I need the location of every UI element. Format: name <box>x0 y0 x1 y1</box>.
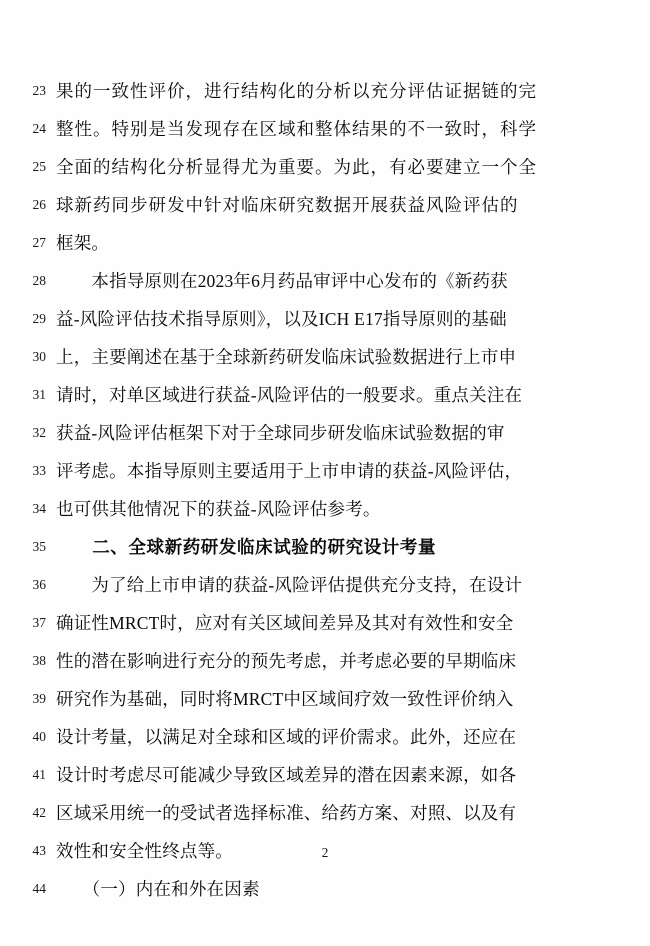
document-line <box>0 262 650 300</box>
document-line <box>0 414 650 452</box>
line-number: 25 <box>32 159 46 174</box>
line-text: 性的潜在影响进行充分的预先考虑，并考虑必要的早期临床 <box>56 651 517 671</box>
line-number: 23 <box>32 83 46 98</box>
line-number: 28 <box>32 273 46 288</box>
document-line <box>0 300 650 338</box>
line-number: 31 <box>32 387 46 402</box>
line-number: 26 <box>32 197 46 212</box>
line-number: 44 <box>32 881 46 896</box>
document-line <box>0 376 650 414</box>
line-text: 请时，对单区域进行获益-风险评估的一般要求。重点关注在 <box>56 385 523 405</box>
document-line <box>0 908 650 946</box>
document-line <box>0 718 650 756</box>
line-number: 40 <box>32 729 46 744</box>
document-line <box>0 756 650 794</box>
line-text: 区域采用统一的受试者选择标准、给药方案、对照、以及有 <box>56 803 517 823</box>
line-text: 评考虑。本指导原则主要适用于上市申请的获益-风险评估， <box>56 461 523 481</box>
line-number: 27 <box>32 235 46 250</box>
document-line <box>0 186 650 224</box>
line-text: 球新药同步研发中针对临床研究数据开展获益风险评估的 <box>56 195 519 215</box>
document-line <box>0 72 650 110</box>
document-line <box>0 794 650 832</box>
section-heading: 二、全球新药研发临床试验的研究设计考量 <box>56 537 437 557</box>
line-number: 42 <box>32 805 46 820</box>
document-line <box>0 110 650 148</box>
line-text: 上，主要阐述在基于全球新药研发临床试验数据进行上市申 <box>56 347 517 367</box>
line-text: 本指导原则在2023年6月药品审评中心发布的《新药获 <box>56 271 508 291</box>
line-text: 全面的结构化分析显得尤为重要。为此，有必要建立一个全 <box>56 157 537 177</box>
line-text: 获益-风险评估框架下对于全球同步研发临床试验数据的审 <box>56 423 505 443</box>
document-line <box>0 490 650 528</box>
line-text: 益-风险评估技术指导原则》，以及ICH E17指导原则的基础 <box>56 309 507 329</box>
document-line <box>0 528 650 566</box>
line-number: 36 <box>32 577 46 592</box>
line-text: 果的一致性评价，进行结构化的分析以充分评估证据链的完 <box>56 81 537 101</box>
line-number: 24 <box>32 121 46 136</box>
line-number: 35 <box>32 539 46 554</box>
line-text: 整性。特别是当发现存在区域和整体结果的不一致时，科学 <box>56 119 537 139</box>
line-text: （一）内在和外在因素 <box>56 879 260 899</box>
document-line <box>0 566 650 604</box>
document-line <box>0 870 650 908</box>
line-text: 为了给上市申请的获益-风险评估提供充分支持，在设计 <box>56 575 523 595</box>
document-line <box>0 338 650 376</box>
document-line <box>0 452 650 490</box>
line-text: 框架。 <box>56 233 110 253</box>
line-text: 确证性MRCT时，应对有关区域间差异及其对有效性和安全 <box>56 613 514 633</box>
page-number: 2 <box>321 845 329 860</box>
line-number: 43 <box>32 843 46 858</box>
line-number: 30 <box>32 349 46 364</box>
line-text: 也可供其他情况下的获益-风险评估参考。 <box>56 499 381 519</box>
line-number: 32 <box>32 425 46 440</box>
line-text: 设计考量，以满足对全球和区域的评价需求。此外，还应在 <box>56 727 517 747</box>
line-number: 38 <box>32 653 46 668</box>
document-line <box>0 224 650 262</box>
line-number: 39 <box>32 691 46 706</box>
document-line <box>0 642 650 680</box>
document-body <box>0 72 650 946</box>
line-text: 研究作为基础，同时将MRCT中区域间疗效一致性评价纳入 <box>56 689 514 709</box>
document-line <box>0 680 650 718</box>
line-text: 效性和安全性终点等。 <box>56 841 233 861</box>
line-number: 29 <box>32 311 46 326</box>
line-text: 设计时考虑尽可能减少导致区域差异的潜在因素来源，如各 <box>56 765 517 785</box>
line-number: 34 <box>32 501 46 516</box>
line-number: 33 <box>32 463 46 478</box>
line-number: 37 <box>32 615 46 630</box>
line-number: 41 <box>32 767 46 782</box>
document-line <box>0 148 650 186</box>
document-line <box>0 604 650 642</box>
